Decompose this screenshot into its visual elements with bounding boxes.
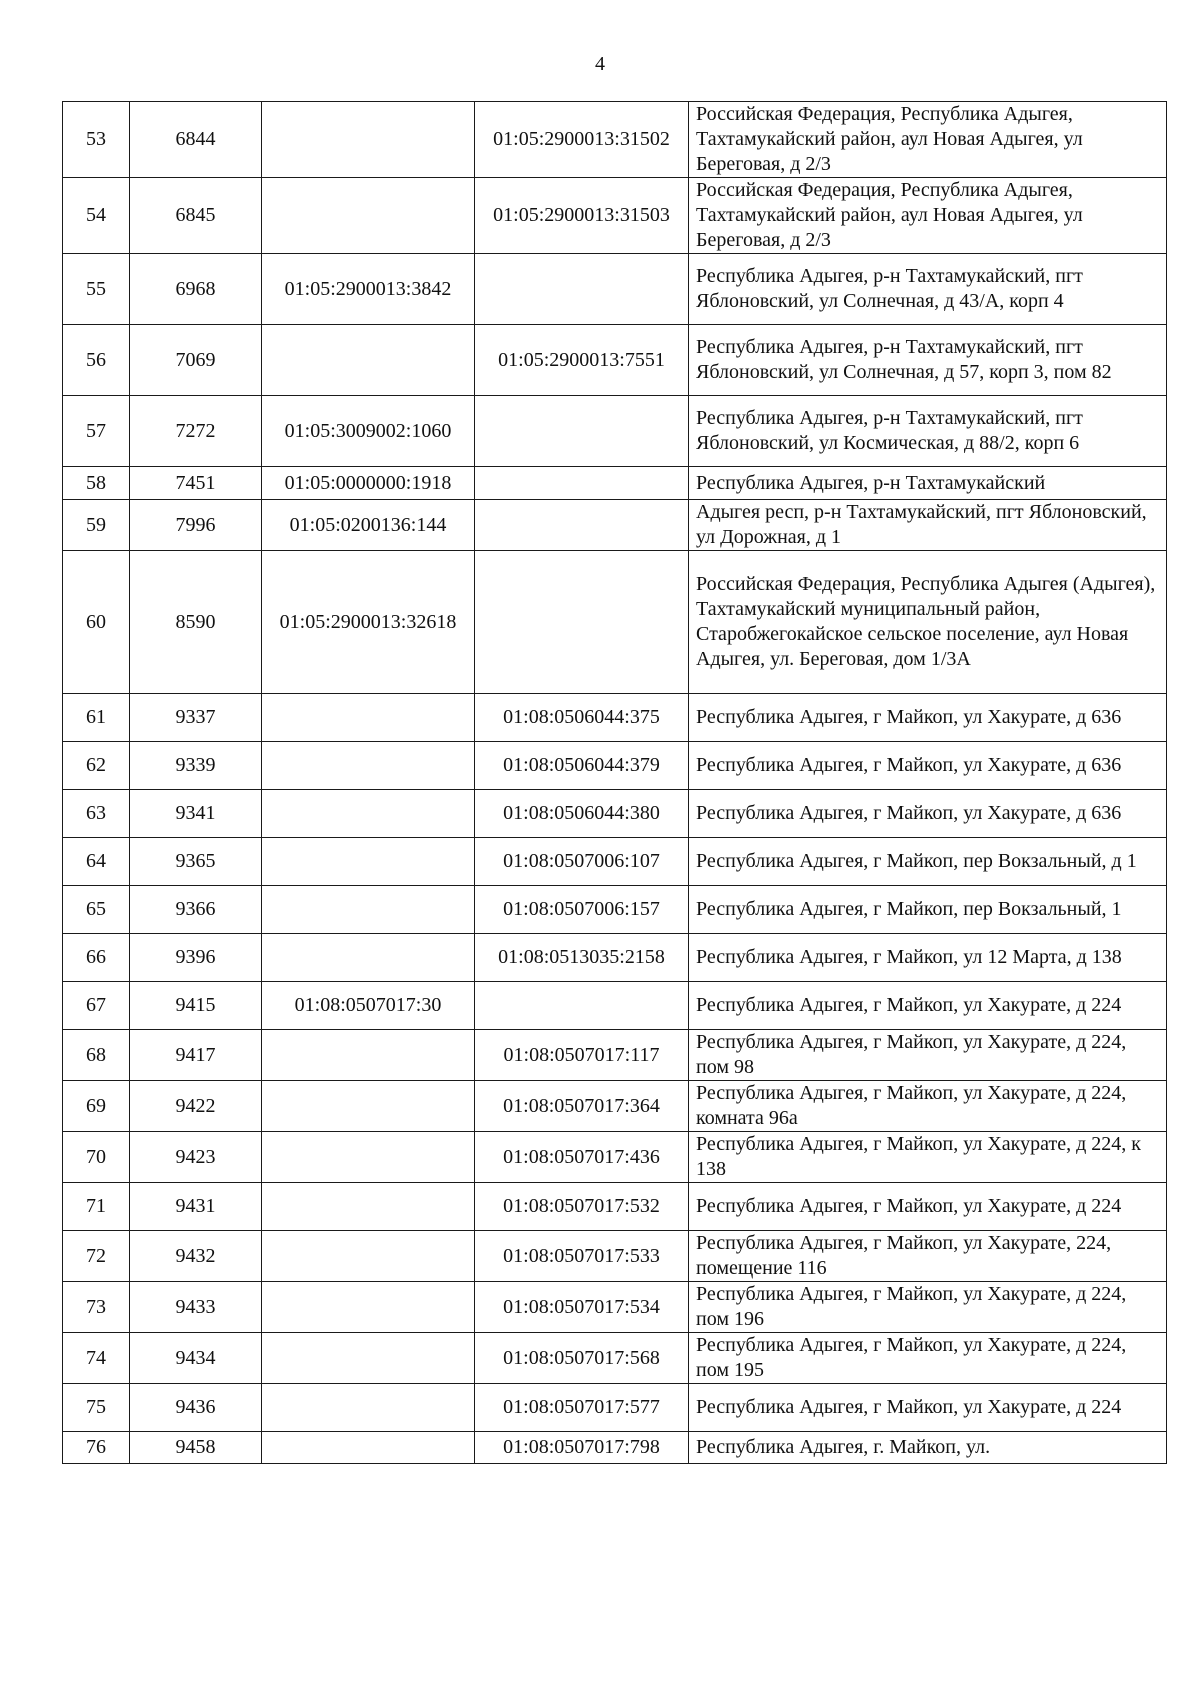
cadastral-premise-cell — [475, 396, 689, 467]
object-id-cell: 9433 — [130, 1282, 262, 1333]
row-number-cell: 61 — [63, 694, 130, 742]
cadastral-building-cell — [262, 325, 475, 396]
address-cell: Республика Адыгея, г. Майкоп, ул. — [689, 1432, 1167, 1464]
row-number-cell: 59 — [63, 500, 130, 551]
cadastral-building-cell: 01:05:0000000:1918 — [262, 467, 475, 500]
address-cell: Республика Адыгея, г Майкоп, ул Хакурате, д 224 — [689, 982, 1167, 1030]
address-cell: Российская Федерация, Республика Адыгея, Тахтамукайский район, аул Новая Адыгея, ул Береговая, д 2/3 — [689, 178, 1167, 254]
address-cell: Республика Адыгея, г Майкоп, ул Хакурате, д 224, комната 96а — [689, 1081, 1167, 1132]
table-row — [63, 1183, 1167, 1231]
address-cell: Республика Адыгея, г Майкоп, ул Хакурате, д 224, пом 196 — [689, 1282, 1167, 1333]
object-id-cell: 9417 — [130, 1030, 262, 1081]
address-cell: Республика Адыгея, г Майкоп, ул Хакурате, д 636 — [689, 742, 1167, 790]
object-id-cell: 9436 — [130, 1384, 262, 1432]
address-cell: Республика Адыгея, г Майкоп, пер Вокзальный, д 1 — [689, 838, 1167, 886]
row-number-cell: 74 — [63, 1333, 130, 1384]
property-table-container — [62, 101, 1166, 1464]
row-number-cell: 62 — [63, 742, 130, 790]
table-row — [63, 467, 1167, 500]
object-id-cell: 9415 — [130, 982, 262, 1030]
property-table — [62, 101, 1167, 1464]
table-row — [63, 1282, 1167, 1333]
address-cell: Республика Адыгея, г Майкоп, ул Хакурате, д 636 — [689, 790, 1167, 838]
cadastral-premise-cell: 01:08:0513035:2158 — [475, 934, 689, 982]
cadastral-building-cell — [262, 1183, 475, 1231]
object-id-cell: 9458 — [130, 1432, 262, 1464]
table-row — [63, 500, 1167, 551]
cadastral-building-cell — [262, 178, 475, 254]
cadastral-building-cell — [262, 102, 475, 178]
address-cell: Республика Адыгея, г Майкоп, ул Хакурате, д 224, пом 195 — [689, 1333, 1167, 1384]
table-row — [63, 396, 1167, 467]
object-id-cell: 9434 — [130, 1333, 262, 1384]
address-cell: Республика Адыгея, г Майкоп, ул Хакурате, д 224, пом 98 — [689, 1030, 1167, 1081]
table-row — [63, 1081, 1167, 1132]
cadastral-premise-cell: 01:08:0507017:436 — [475, 1132, 689, 1183]
table-row — [63, 1432, 1167, 1464]
cadastral-building-cell — [262, 838, 475, 886]
cadastral-building-cell — [262, 1282, 475, 1333]
address-cell: Республика Адыгея, г Майкоп, ул Хакурате, 224, помещение 116 — [689, 1231, 1167, 1282]
row-number-cell: 73 — [63, 1282, 130, 1333]
cadastral-premise-cell: 01:08:0507017:532 — [475, 1183, 689, 1231]
address-cell: Республика Адыгея, г Майкоп, ул Хакурате, д 224 — [689, 1183, 1167, 1231]
object-id-cell: 9396 — [130, 934, 262, 982]
object-id-cell: 6845 — [130, 178, 262, 254]
object-id-cell: 9432 — [130, 1231, 262, 1282]
cadastral-building-cell — [262, 1231, 475, 1282]
cadastral-premise-cell: 01:08:0506044:375 — [475, 694, 689, 742]
cadastral-building-cell — [262, 1333, 475, 1384]
cadastral-building-cell — [262, 694, 475, 742]
cadastral-building-cell: 01:05:2900013:3842 — [262, 254, 475, 325]
row-number-cell: 60 — [63, 551, 130, 694]
address-cell: Российская Федерация, Республика Адыгея, Тахтамукайский район, аул Новая Адыгея, ул Береговая, д 2/3 — [689, 102, 1167, 178]
table-row — [63, 102, 1167, 178]
cadastral-premise-cell: 01:08:0506044:380 — [475, 790, 689, 838]
address-cell: Адыгея респ, р-н Тахтамукайский, пгт Яблоновский, ул Дорожная, д 1 — [689, 500, 1167, 551]
cadastral-premise-cell — [475, 982, 689, 1030]
object-id-cell: 9422 — [130, 1081, 262, 1132]
address-cell: Республика Адыгея, г Майкоп, ул Хакурате, д 636 — [689, 694, 1167, 742]
table-row — [63, 325, 1167, 396]
cadastral-premise-cell: 01:08:0507017:364 — [475, 1081, 689, 1132]
address-cell: Республика Адыгея, р-н Тахтамукайский — [689, 467, 1167, 500]
cadastral-building-cell — [262, 790, 475, 838]
object-id-cell: 7272 — [130, 396, 262, 467]
row-number-cell: 72 — [63, 1231, 130, 1282]
object-id-cell: 9423 — [130, 1132, 262, 1183]
cadastral-premise-cell: 01:05:2900013:7551 — [475, 325, 689, 396]
cadastral-premise-cell: 01:08:0507017:534 — [475, 1282, 689, 1333]
table-body — [63, 102, 1167, 1464]
cadastral-premise-cell: 01:08:0507017:568 — [475, 1333, 689, 1384]
table-row — [63, 934, 1167, 982]
object-id-cell: 7996 — [130, 500, 262, 551]
cadastral-premise-cell — [475, 467, 689, 500]
table-row — [63, 742, 1167, 790]
address-cell: Республика Адыгея, р-н Тахтамукайский, пгт Яблоновский, ул Солнечная, д 57, корп 3, пом 82 — [689, 325, 1167, 396]
cadastral-premise-cell: 01:08:0507017:798 — [475, 1432, 689, 1464]
row-number-cell: 68 — [63, 1030, 130, 1081]
object-id-cell: 9431 — [130, 1183, 262, 1231]
row-number-cell: 57 — [63, 396, 130, 467]
row-number-cell: 55 — [63, 254, 130, 325]
address-cell: Республика Адыгея, г Майкоп, пер Вокзальный, 1 — [689, 886, 1167, 934]
row-number-cell: 53 — [63, 102, 130, 178]
row-number-cell: 58 — [63, 467, 130, 500]
cadastral-building-cell — [262, 886, 475, 934]
cadastral-premise-cell — [475, 551, 689, 694]
cadastral-premise-cell: 01:08:0507017:577 — [475, 1384, 689, 1432]
object-id-cell: 7451 — [130, 467, 262, 500]
table-row — [63, 551, 1167, 694]
cadastral-premise-cell: 01:08:0506044:379 — [475, 742, 689, 790]
page-number: 4 — [595, 53, 605, 75]
object-id-cell: 6844 — [130, 102, 262, 178]
table-row — [63, 178, 1167, 254]
cadastral-premise-cell: 01:05:2900013:31503 — [475, 178, 689, 254]
table-row — [63, 1231, 1167, 1282]
cadastral-building-cell — [262, 1384, 475, 1432]
row-number-cell: 69 — [63, 1081, 130, 1132]
row-number-cell: 65 — [63, 886, 130, 934]
row-number-cell: 66 — [63, 934, 130, 982]
row-number-cell: 70 — [63, 1132, 130, 1183]
row-number-cell: 76 — [63, 1432, 130, 1464]
cadastral-building-cell: 01:05:3009002:1060 — [262, 396, 475, 467]
cadastral-premise-cell: 01:08:0507006:107 — [475, 838, 689, 886]
cadastral-building-cell — [262, 742, 475, 790]
cadastral-building-cell: 01:08:0507017:30 — [262, 982, 475, 1030]
object-id-cell: 9337 — [130, 694, 262, 742]
cadastral-building-cell — [262, 1432, 475, 1464]
cadastral-premise-cell: 01:08:0507017:117 — [475, 1030, 689, 1081]
address-cell: Республика Адыгея, р-н Тахтамукайский, пгт Яблоновский, ул Солнечная, д 43/А, корп 4 — [689, 254, 1167, 325]
object-id-cell: 9339 — [130, 742, 262, 790]
address-cell: Республика Адыгея, р-н Тахтамукайский, пгт Яблоновский, ул Космическая, д 88/2, корп 6 — [689, 396, 1167, 467]
row-number-cell: 54 — [63, 178, 130, 254]
table-row — [63, 982, 1167, 1030]
address-cell: Республика Адыгея, г Майкоп, ул 12 Марта, д 138 — [689, 934, 1167, 982]
object-id-cell: 8590 — [130, 551, 262, 694]
cadastral-building-cell: 01:05:2900013:32618 — [262, 551, 475, 694]
table-row — [63, 886, 1167, 934]
object-id-cell: 9365 — [130, 838, 262, 886]
row-number-cell: 64 — [63, 838, 130, 886]
cadastral-premise-cell: 01:08:0507006:157 — [475, 886, 689, 934]
cadastral-building-cell — [262, 934, 475, 982]
cadastral-building-cell — [262, 1030, 475, 1081]
object-id-cell: 9341 — [130, 790, 262, 838]
address-cell: Республика Адыгея, г Майкоп, ул Хакурате, д 224 — [689, 1384, 1167, 1432]
table-row — [63, 1333, 1167, 1384]
table-row — [63, 1132, 1167, 1183]
table-row — [63, 838, 1167, 886]
object-id-cell: 9366 — [130, 886, 262, 934]
object-id-cell: 7069 — [130, 325, 262, 396]
table-row — [63, 1384, 1167, 1432]
cadastral-premise-cell — [475, 254, 689, 325]
cadastral-building-cell — [262, 1132, 475, 1183]
table-row — [63, 1030, 1167, 1081]
object-id-cell: 6968 — [130, 254, 262, 325]
row-number-cell: 56 — [63, 325, 130, 396]
address-cell: Республика Адыгея, г Майкоп, ул Хакурате, д 224, к 138 — [689, 1132, 1167, 1183]
table-row — [63, 694, 1167, 742]
table-row — [63, 790, 1167, 838]
table-row — [63, 254, 1167, 325]
cadastral-building-cell — [262, 1081, 475, 1132]
row-number-cell: 75 — [63, 1384, 130, 1432]
row-number-cell: 71 — [63, 1183, 130, 1231]
cadastral-premise-cell: 01:05:2900013:31502 — [475, 102, 689, 178]
row-number-cell: 67 — [63, 982, 130, 1030]
address-cell: Российская Федерация, Республика Адыгея (Адыгея), Тахтамукайский муниципальный район, Старобжегокайское сельское поселение, аул Новая Адыгея, ул. Береговая, дом 1/3А — [689, 551, 1167, 694]
cadastral-premise-cell — [475, 500, 689, 551]
cadastral-premise-cell: 01:08:0507017:533 — [475, 1231, 689, 1282]
row-number-cell: 63 — [63, 790, 130, 838]
cadastral-building-cell: 01:05:0200136:144 — [262, 500, 475, 551]
